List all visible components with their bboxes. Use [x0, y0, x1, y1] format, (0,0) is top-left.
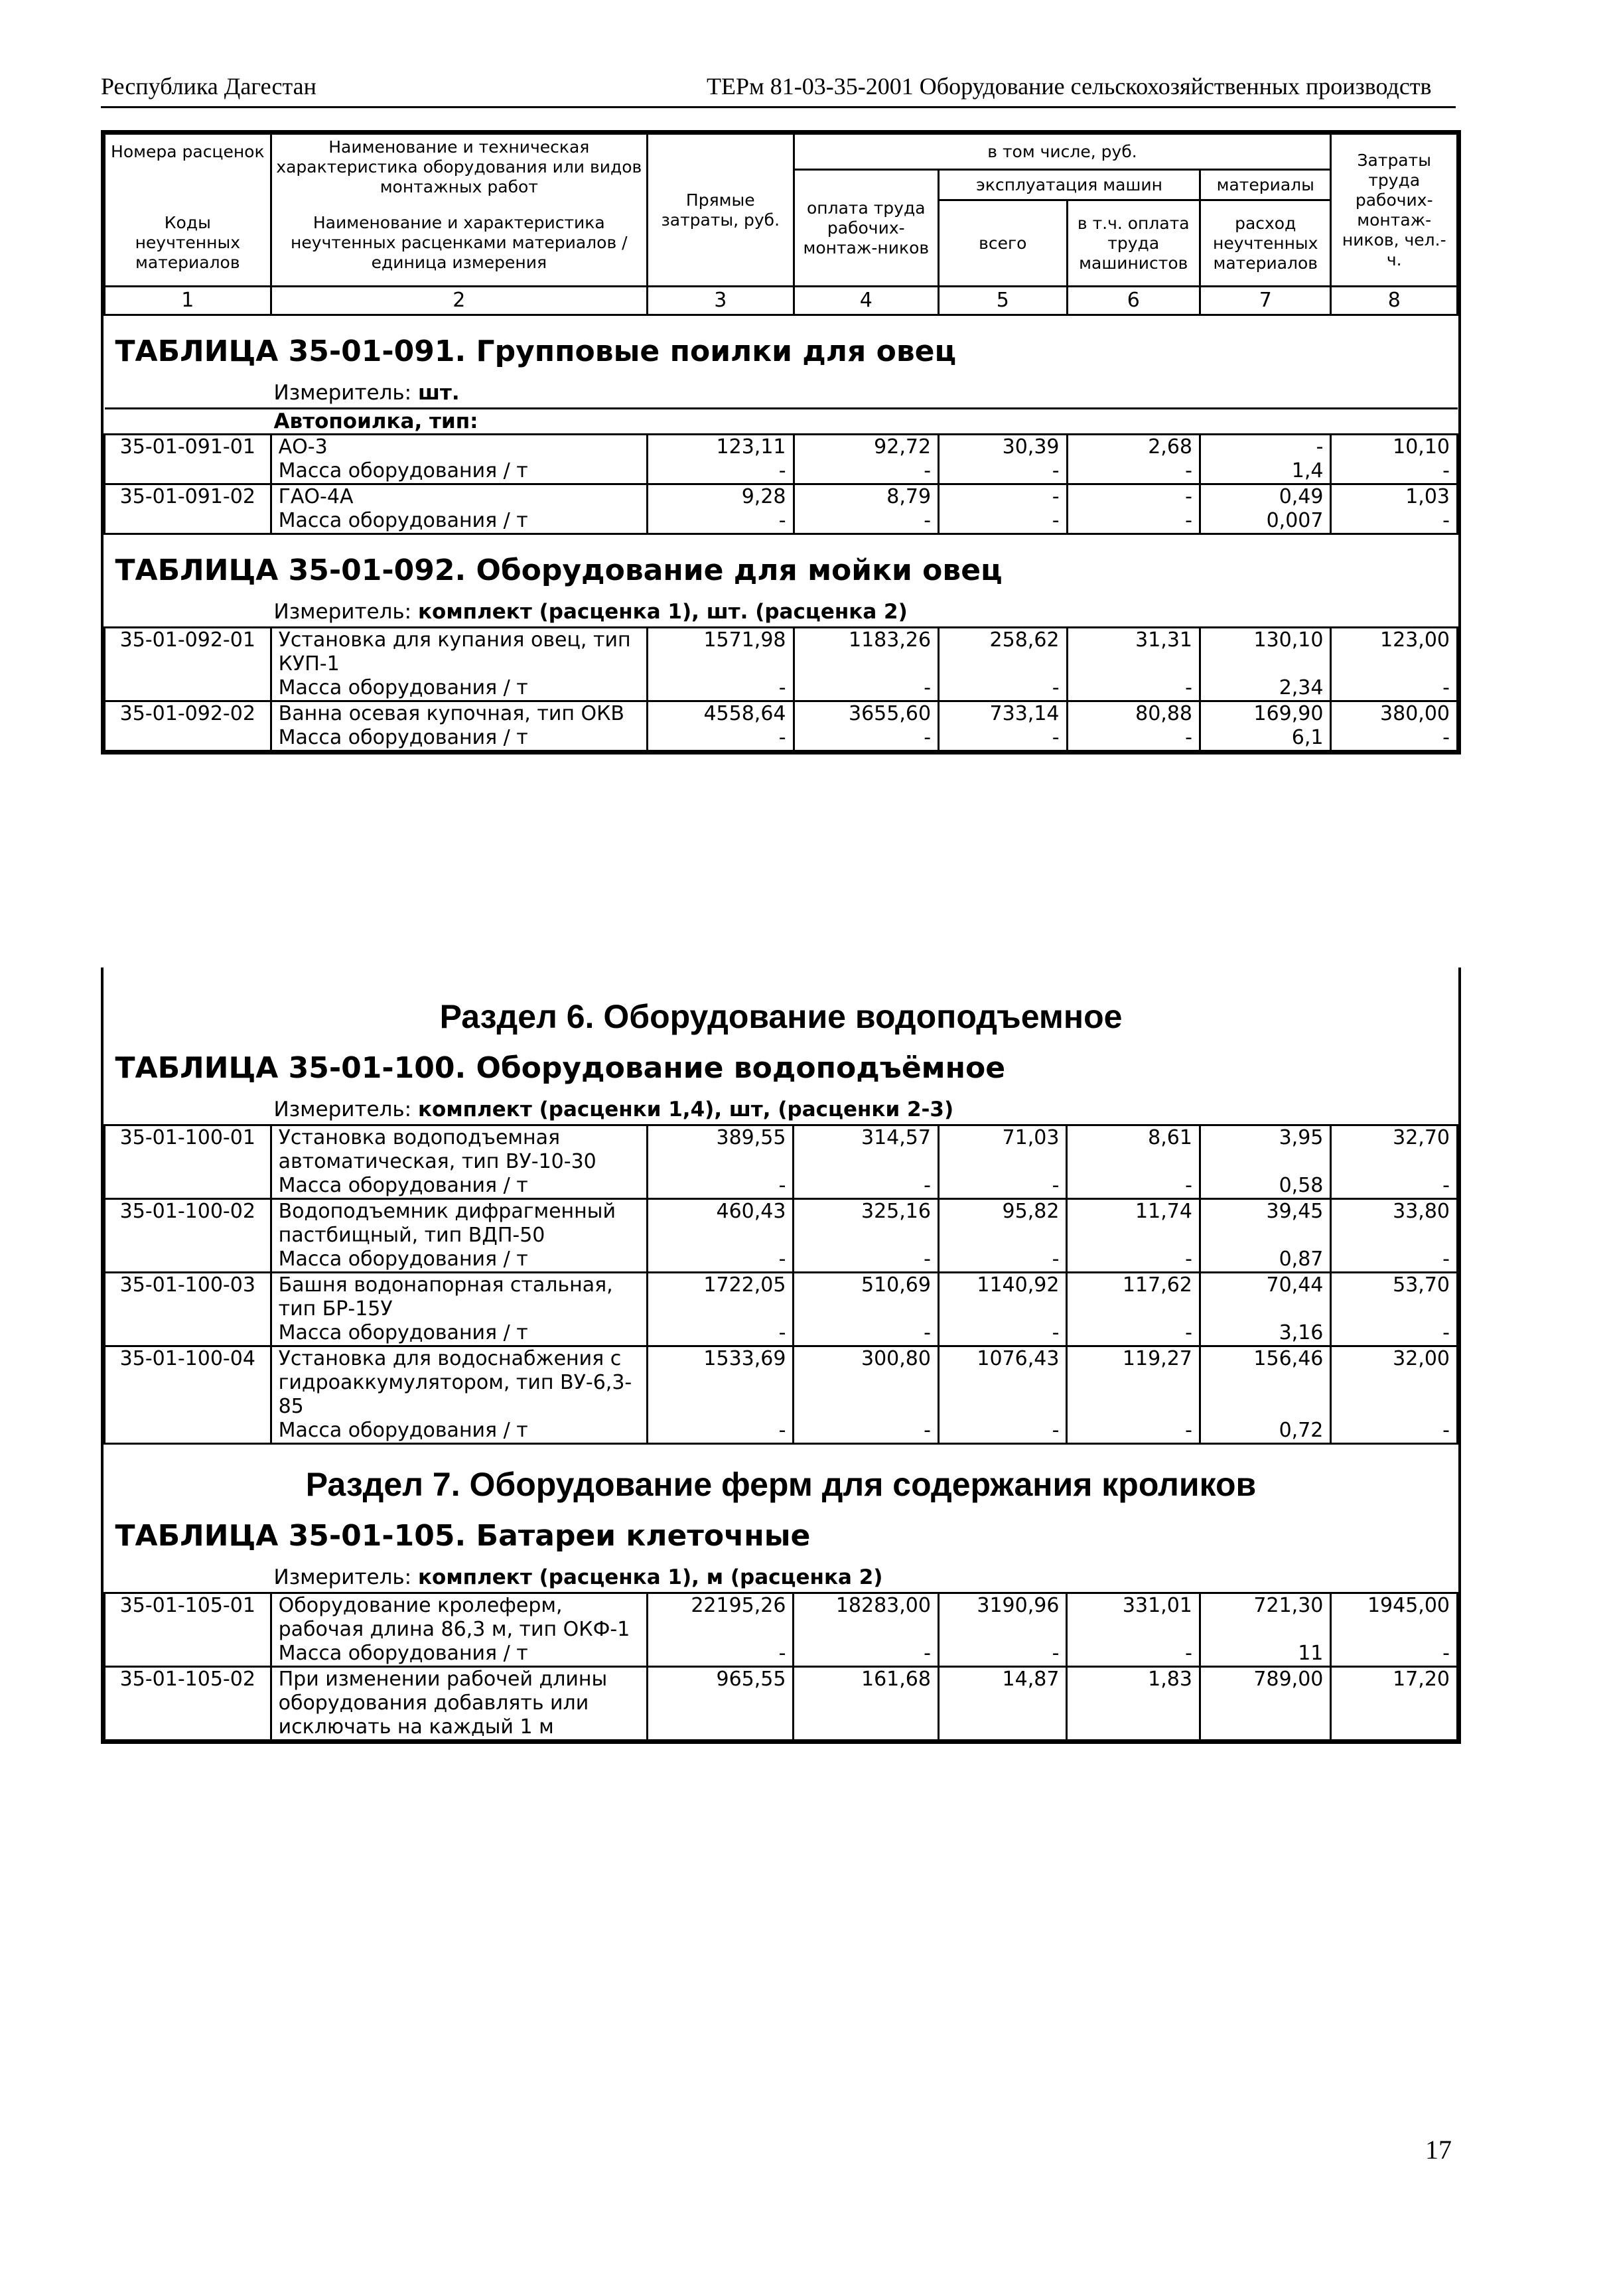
- col-number: 7: [1200, 287, 1331, 315]
- col-header-codes-bottom: Коды неучтенных материалов: [105, 200, 271, 287]
- cell-value: -: [794, 726, 939, 751]
- cell-value: -: [647, 1174, 794, 1199]
- table-subtitle: Автопоилка, тип:: [105, 409, 1458, 435]
- col-header-spacer: [105, 170, 271, 200]
- cell-value: -: [647, 1642, 794, 1667]
- cell-value: -: [938, 1248, 1066, 1273]
- cell-value: 789,00: [1200, 1667, 1330, 1741]
- cell-value: 32,70: [1331, 1125, 1458, 1175]
- cell-value: 117,62: [1067, 1273, 1200, 1322]
- col-number: 5: [939, 287, 1067, 315]
- table-row-mass: [105, 726, 1458, 751]
- cell-value: 14,87: [938, 1667, 1066, 1741]
- table-measure: [105, 1563, 1458, 1593]
- cell-value: -: [938, 1321, 1066, 1346]
- cell-value: 8,61: [1067, 1125, 1200, 1175]
- cell-value: -: [1067, 1321, 1200, 1346]
- mass-label: Масса оборудования / т: [271, 1642, 647, 1667]
- measure-value: комплект (расценка 1), м (расценка 2): [417, 1565, 883, 1589]
- cell-value: -: [1331, 726, 1458, 751]
- mass-label: Масса оборудования / т: [271, 1419, 647, 1444]
- cell-value: -: [647, 1248, 794, 1273]
- table-row-mass: [105, 459, 1458, 484]
- cell-value: -: [1331, 509, 1458, 534]
- table-title: ТАБЛИЦА 35-01-092. Оборудование для мойки овец: [115, 553, 1003, 587]
- measure-value: комплект (расценки 1,4), шт, (расценки 2-3): [417, 1098, 954, 1121]
- row-name: При изменении рабочей длины оборудования добавлять или исключать на каждый 1 м: [271, 1667, 647, 1741]
- col-number: 3: [647, 287, 794, 315]
- cell-value: 80,88: [1067, 701, 1200, 727]
- cell-value: 1140,92: [938, 1273, 1066, 1322]
- price-table-1: [104, 133, 1458, 752]
- table-row: [105, 1199, 1458, 1248]
- col-number: 2: [271, 287, 647, 315]
- cell-value: 4558,64: [647, 701, 794, 727]
- measure-label: Измеритель:: [273, 600, 412, 624]
- row-code: 35-01-105-01: [105, 1593, 271, 1667]
- cell-value: 2,68: [1067, 435, 1200, 460]
- cell-value: 169,90: [1200, 701, 1331, 727]
- cell-value: -: [647, 1419, 794, 1444]
- col-number: 6: [1067, 287, 1200, 315]
- cell-value: 510,69: [794, 1273, 939, 1322]
- row-code: 35-01-092-02: [105, 701, 271, 751]
- table-row-mass: [105, 509, 1458, 534]
- col-number: 4: [794, 287, 939, 315]
- table-row-mass: [105, 1248, 1458, 1273]
- mass-label: Масса оборудования / т: [271, 459, 647, 484]
- cell-value: -: [794, 509, 939, 534]
- cell-value: 161,68: [794, 1667, 939, 1741]
- cell-value: -: [939, 509, 1067, 534]
- table-row-mass: [105, 1174, 1458, 1199]
- cell-value: 32,00: [1331, 1346, 1458, 1419]
- header-region: Республика Дагестан: [101, 73, 316, 100]
- cell-value: 11: [1200, 1642, 1330, 1667]
- table-row: [105, 1273, 1458, 1322]
- cell-value: 0,49: [1200, 484, 1331, 510]
- table-row-mass: [105, 676, 1458, 701]
- cell-value: 2,34: [1200, 676, 1331, 701]
- row-code: 35-01-100-02: [105, 1199, 271, 1273]
- cell-value: -: [1331, 1321, 1458, 1346]
- cell-value: -: [1067, 1419, 1200, 1444]
- cell-value: 331,01: [1067, 1593, 1200, 1642]
- cell-value: 389,55: [647, 1125, 794, 1175]
- cell-value: -: [939, 459, 1067, 484]
- table-measure: [105, 378, 1458, 409]
- cell-value: 258,62: [939, 628, 1067, 677]
- cell-value: 92,72: [794, 435, 939, 460]
- row-code: 35-01-100-03: [105, 1273, 271, 1346]
- cell-value: 0,87: [1200, 1248, 1330, 1273]
- cell-value: -: [938, 1174, 1066, 1199]
- row-name: Оборудование кролеферм, рабочая длина 86,3 м, тип ОКФ-1: [271, 1593, 647, 1642]
- cell-value: 1722,05: [647, 1273, 794, 1322]
- cell-value: -: [794, 1419, 939, 1444]
- mass-label: Масса оборудования / т: [271, 1248, 647, 1273]
- col-header-machines: эксплуатация машин: [939, 170, 1200, 200]
- table-title: ТАБЛИЦА 35-01-091. Групповые поилки для овец: [115, 334, 957, 368]
- page-number: 17: [1425, 2135, 1452, 2165]
- row-code: 35-01-105-02: [105, 1667, 271, 1741]
- table-measure: [105, 597, 1458, 628]
- cell-value: -: [647, 1321, 794, 1346]
- row-code: 35-01-100-01: [105, 1125, 271, 1199]
- cell-value: 6,1: [1200, 726, 1331, 751]
- cell-value: 8,79: [794, 484, 939, 510]
- table-row: [105, 1667, 1458, 1741]
- cell-value: 119,27: [1067, 1346, 1200, 1419]
- measure-label: Измеритель:: [273, 381, 412, 405]
- cell-value: 130,10: [1200, 628, 1331, 677]
- row-name: Водоподъемник дифрагменный пастбищный, тип ВДП-50: [271, 1199, 647, 1248]
- cell-value: 1,03: [1331, 484, 1458, 510]
- measure-label: Измеритель:: [273, 1565, 412, 1589]
- cell-value: 1183,26: [794, 628, 939, 677]
- col-number: 1: [105, 287, 271, 315]
- col-header-codes-top: Номера расценок: [105, 134, 271, 170]
- cell-value: 11,74: [1067, 1199, 1200, 1248]
- cell-value: 325,16: [794, 1199, 939, 1248]
- header-document-code: ТЕРм 81-03-35-2001 Оборудование сельскохозяйственных производств: [707, 73, 1432, 100]
- cell-value: -: [1067, 676, 1200, 701]
- cell-value: 1,83: [1067, 1667, 1200, 1741]
- cell-value: 721,30: [1200, 1593, 1330, 1642]
- table-row-mass: [105, 1321, 1458, 1346]
- mass-label: Масса оборудования / т: [271, 1174, 647, 1199]
- table-row: [105, 701, 1458, 727]
- table-measure: [105, 1095, 1458, 1125]
- row-name: Башня водонапорная стальная, тип БР-15У: [271, 1273, 647, 1322]
- table-title: ТАБЛИЦА 35-01-105. Батареи клеточные: [115, 1519, 811, 1553]
- cell-value: -: [1200, 435, 1331, 460]
- row-name: Установка для купания овец, тип КУП-1: [271, 628, 647, 677]
- header-rule: [101, 106, 1456, 108]
- cell-value: -: [794, 1642, 939, 1667]
- cell-value: -: [1067, 726, 1200, 751]
- cell-value: 1571,98: [647, 628, 794, 677]
- row-name: Установка водоподъемная автоматическая, тип ВУ-10-30: [271, 1125, 647, 1175]
- cell-value: -: [794, 1174, 939, 1199]
- cell-value: -: [1067, 509, 1200, 534]
- measure-value: комплект (расценка 1), шт. (расценка 2): [417, 600, 908, 624]
- table-title: ТАБЛИЦА 35-01-100. Оборудование водоподъёмное: [115, 1051, 1006, 1085]
- cell-value: 22195,26: [647, 1593, 794, 1642]
- cell-value: -: [1067, 1174, 1200, 1199]
- cell-value: 300,80: [794, 1346, 939, 1419]
- cell-value: -: [794, 676, 939, 701]
- cell-value: -: [939, 726, 1067, 751]
- cell-value: -: [938, 1642, 1066, 1667]
- cell-value: 31,31: [1067, 628, 1200, 677]
- mass-label: Масса оборудования / т: [271, 676, 647, 701]
- cell-value: 1945,00: [1331, 1593, 1458, 1642]
- table-row: [105, 1593, 1458, 1642]
- cell-value: 3655,60: [794, 701, 939, 727]
- cell-value: -: [1067, 484, 1200, 510]
- mass-label: Масса оборудования / т: [271, 1321, 647, 1346]
- cell-value: 10,10: [1331, 435, 1458, 460]
- cell-value: -: [794, 1321, 939, 1346]
- table-block-2: [101, 968, 1461, 1744]
- cell-value: 314,57: [794, 1125, 939, 1175]
- table-row: [105, 628, 1458, 677]
- table-row: [105, 435, 1458, 460]
- col-header-wages: оплата труда рабочих-монтаж-ников: [794, 170, 939, 287]
- col-header-name-top: Наименование и техническая характеристика оборудования или видов монтажных работ: [271, 134, 647, 200]
- cell-value: -: [794, 459, 939, 484]
- table-row: [105, 1125, 1458, 1175]
- cell-value: 380,00: [1331, 701, 1458, 727]
- cell-value: 33,80: [1331, 1199, 1458, 1248]
- mass-label: Масса оборудования / т: [271, 509, 647, 534]
- col-header-materials: материалы: [1200, 170, 1331, 200]
- section-title: Раздел 6. Оборудование водоподъемное: [439, 998, 1123, 1035]
- cell-value: 733,14: [939, 701, 1067, 727]
- cell-value: 39,45: [1200, 1199, 1330, 1248]
- table-block-1: [101, 130, 1461, 754]
- cell-value: 71,03: [938, 1125, 1066, 1175]
- col-header-machines-total: всего: [939, 200, 1067, 287]
- col-header-material-usage: расход неучтенных материалов: [1200, 200, 1331, 287]
- row-name: АО-3: [271, 435, 647, 460]
- col-header-direct-costs: Прямые затраты, руб.: [647, 134, 794, 287]
- mass-label: Масса оборудования / т: [271, 726, 647, 751]
- cell-value: 3,16: [1200, 1321, 1330, 1346]
- col-header-labor: Затраты труда рабочих-монтаж-ников, чел.-ч.: [1331, 134, 1458, 287]
- cell-value: -: [1067, 459, 1200, 484]
- col-number: 8: [1331, 287, 1458, 315]
- table-row-mass: [105, 1642, 1458, 1667]
- col-header-incl: в том числе, руб.: [794, 134, 1331, 170]
- cell-value: 123,11: [647, 435, 794, 460]
- row-code: 35-01-092-01: [105, 628, 271, 701]
- row-name: ГАО-4А: [271, 484, 647, 510]
- cell-value: -: [647, 676, 794, 701]
- cell-value: 1076,43: [938, 1346, 1066, 1419]
- cell-value: -: [1331, 1248, 1458, 1273]
- row-name: Ванна осевая купочная, тип ОКВ: [271, 701, 647, 727]
- section-title: Раздел 7. Оборудование ферм для содержания кроликов: [305, 1466, 1257, 1503]
- cell-value: 30,39: [939, 435, 1067, 460]
- row-name: Установка для водоснабжения с гидроаккумулятором, тип ВУ-6,3-85: [271, 1346, 647, 1419]
- cell-value: -: [1331, 676, 1458, 701]
- cell-value: 9,28: [647, 484, 794, 510]
- cell-value: 0,58: [1200, 1174, 1330, 1199]
- row-code: 35-01-100-04: [105, 1346, 271, 1444]
- cell-value: 0,72: [1200, 1419, 1330, 1444]
- cell-value: 3,95: [1200, 1125, 1330, 1175]
- cell-value: -: [939, 484, 1067, 510]
- row-code: 35-01-091-01: [105, 435, 271, 484]
- cell-value: -: [938, 1419, 1066, 1444]
- cell-value: 17,20: [1331, 1667, 1458, 1741]
- cell-value: 70,44: [1200, 1273, 1330, 1322]
- cell-value: 460,43: [647, 1199, 794, 1248]
- price-table-2: [104, 968, 1458, 1741]
- cell-value: -: [939, 676, 1067, 701]
- table-row-mass: [105, 1419, 1458, 1444]
- cell-value: 156,46: [1200, 1346, 1330, 1419]
- measure-label: Измеритель:: [273, 1098, 412, 1121]
- col-header-name-bottom: Наименование и характеристика неучтенных расценками материалов / единица измерения: [271, 200, 647, 287]
- cell-value: -: [647, 459, 794, 484]
- cell-value: 965,55: [647, 1667, 794, 1741]
- measure-value: шт.: [417, 381, 460, 405]
- col-header-operator-wages: в т.ч. оплата труда машинистов: [1067, 200, 1200, 287]
- cell-value: 1,4: [1200, 459, 1331, 484]
- cell-value: 1533,69: [647, 1346, 794, 1419]
- cell-value: 95,82: [938, 1199, 1066, 1248]
- cell-value: -: [1331, 459, 1458, 484]
- cell-value: -: [1331, 1419, 1458, 1444]
- table-row: [105, 1346, 1458, 1419]
- cell-value: 0,007: [1200, 509, 1331, 534]
- cell-value: -: [1331, 1642, 1458, 1667]
- cell-value: -: [647, 726, 794, 751]
- table-row: [105, 484, 1458, 510]
- cell-value: 18283,00: [794, 1593, 939, 1642]
- cell-value: -: [1067, 1642, 1200, 1667]
- cell-value: -: [794, 1248, 939, 1273]
- row-code: 35-01-091-02: [105, 484, 271, 534]
- cell-value: -: [1331, 1174, 1458, 1199]
- cell-value: 3190,96: [938, 1593, 1066, 1642]
- cell-value: 123,00: [1331, 628, 1458, 677]
- cell-value: -: [1067, 1248, 1200, 1273]
- cell-value: 53,70: [1331, 1273, 1458, 1322]
- cell-value: -: [647, 509, 794, 534]
